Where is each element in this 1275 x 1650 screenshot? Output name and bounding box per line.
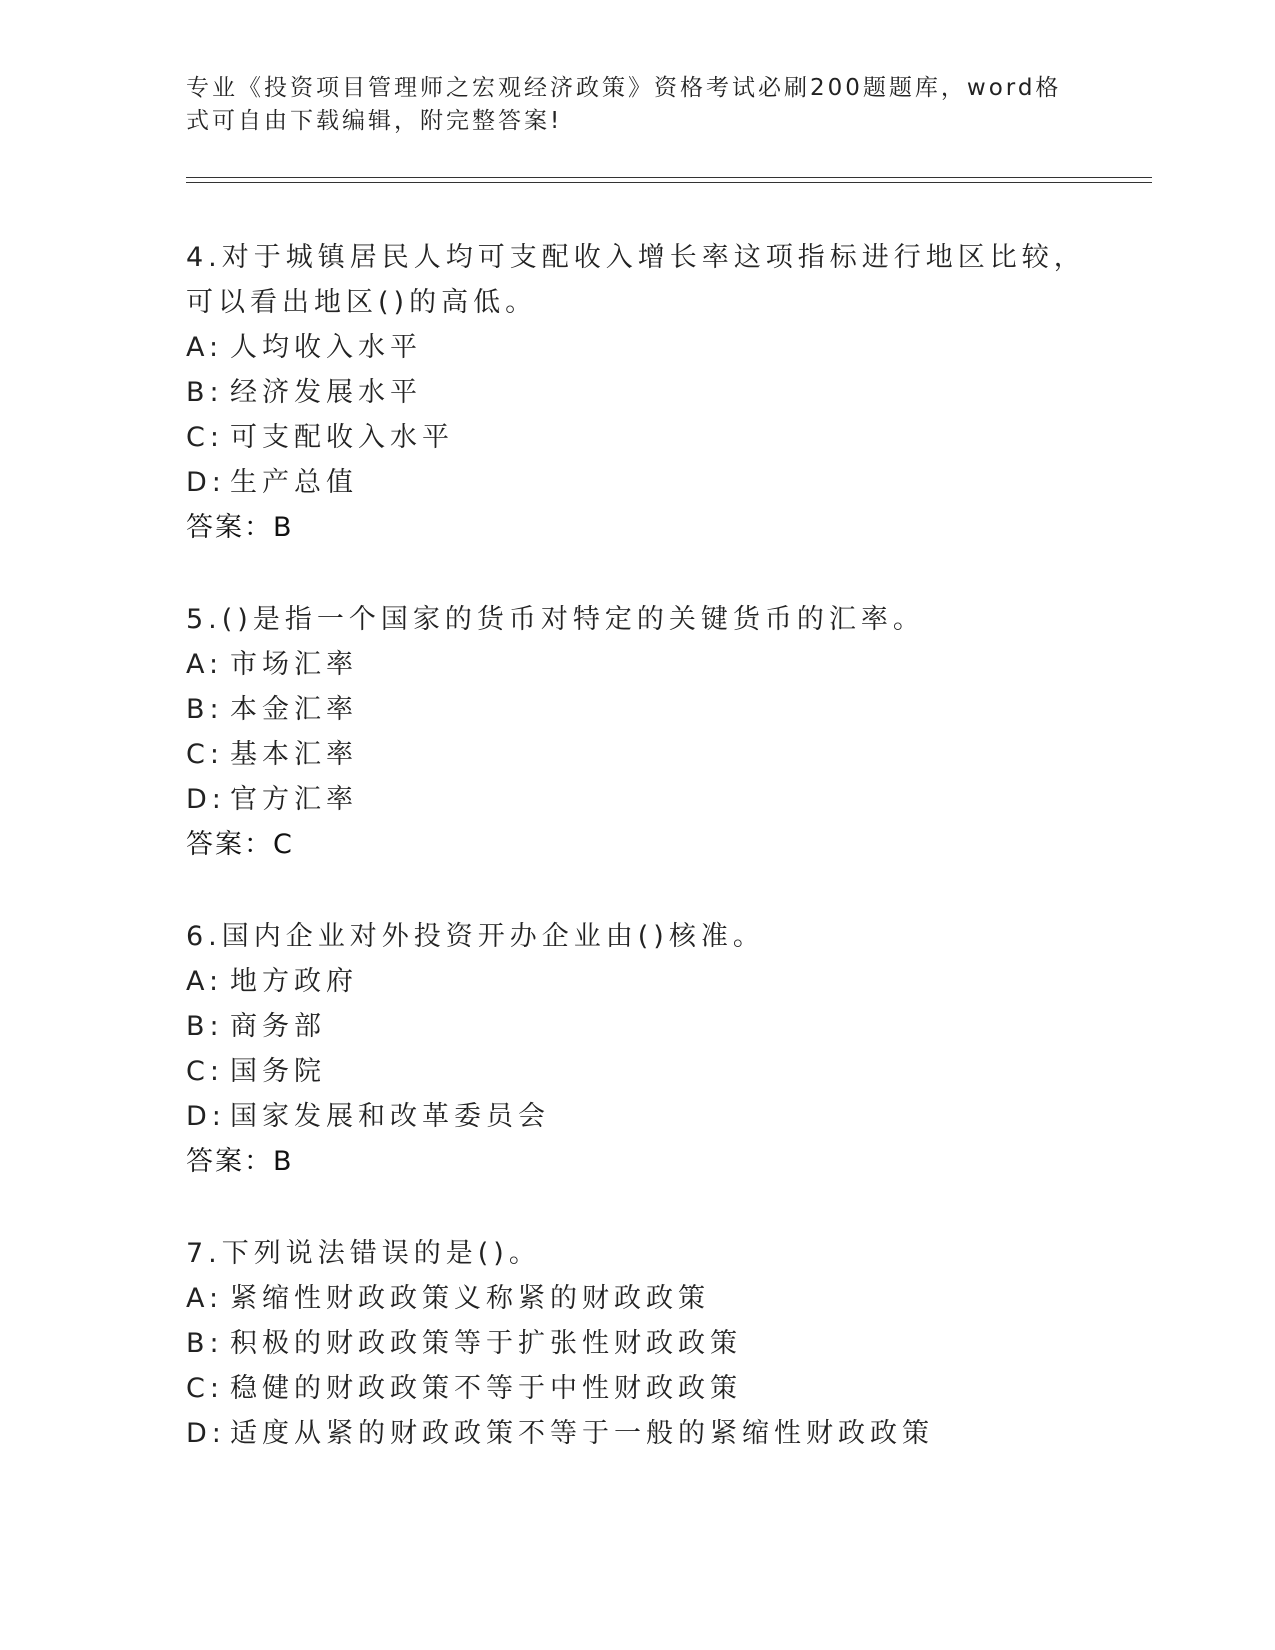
option-key: C: <box>186 1373 224 1404</box>
option-text: 商务部 <box>230 1011 326 1042</box>
option-key: B: <box>186 694 224 725</box>
question-6 <box>186 914 1086 1184</box>
option-b <box>186 1321 1086 1366</box>
option-key: D: <box>186 1418 226 1449</box>
option-b <box>186 1004 1086 1049</box>
option-a <box>186 642 1086 687</box>
answer-label: 答案：B <box>186 1146 294 1177</box>
option-text: 积极的财政政策等于扩张性财政政策 <box>230 1328 742 1359</box>
option-text: 适度从紧的财政政策不等于一般的紧缩性财政政策 <box>230 1418 934 1449</box>
option-a <box>186 1276 1086 1321</box>
option-d <box>186 1411 1086 1456</box>
option-key: D: <box>186 1101 226 1132</box>
option-key: D: <box>186 467 226 498</box>
option-c <box>186 1049 1086 1094</box>
document-header <box>186 72 1066 138</box>
header-divider-bottom <box>186 182 1152 183</box>
option-key: A: <box>186 1283 224 1314</box>
option-key: C: <box>186 739 224 770</box>
option-c <box>186 415 1086 460</box>
option-c <box>186 1366 1086 1411</box>
answer-label: 答案：B <box>186 512 294 543</box>
option-text: 市场汇率 <box>230 649 358 680</box>
option-a <box>186 325 1086 370</box>
question-5 <box>186 597 1086 867</box>
option-b <box>186 687 1086 732</box>
option-d <box>186 1094 1086 1139</box>
option-d <box>186 460 1086 505</box>
option-text: 经济发展水平 <box>230 377 422 408</box>
option-text: 国家发展和改革委员会 <box>230 1101 550 1132</box>
option-b <box>186 370 1086 415</box>
option-text: 本金汇率 <box>230 694 358 725</box>
question-4 <box>186 235 1086 550</box>
option-key: D: <box>186 784 226 815</box>
question-7 <box>186 1231 1086 1456</box>
option-key: A: <box>186 649 224 680</box>
question-text: 7.下列说法错误的是()。 <box>186 1238 541 1269</box>
option-text: 官方汇率 <box>230 784 358 815</box>
question-text: 6.国内企业对外投资开办企业由()核准。 <box>186 921 765 952</box>
option-text: 地方政府 <box>230 966 358 997</box>
question-list <box>186 235 1086 1503</box>
option-text: 国务院 <box>230 1056 326 1087</box>
header-title: 专业《投资项目管理师之宏观经济政策》资格考试必刷200题题库，word格式可自由下载编辑，附完整答案! <box>186 75 1062 134</box>
question-text: 4.对于城镇居民人均可支配收入增长率这项指标进行地区比较，可以看出地区()的高低。 <box>186 242 1086 318</box>
option-key: B: <box>186 1011 224 1042</box>
option-key: C: <box>186 422 224 453</box>
option-text: 基本汇率 <box>230 739 358 770</box>
option-key: B: <box>186 1328 224 1359</box>
option-key: B: <box>186 377 224 408</box>
header-divider-top <box>186 177 1152 178</box>
option-text: 稳健的财政政策不等于中性财政政策 <box>230 1373 742 1404</box>
question-text: 5.()是指一个国家的货币对特定的关键货币的汇率。 <box>186 604 925 635</box>
option-key: C: <box>186 1056 224 1087</box>
option-key: A: <box>186 332 224 363</box>
option-d <box>186 777 1086 822</box>
option-c <box>186 732 1086 777</box>
option-text: 可支配收入水平 <box>230 422 454 453</box>
option-text: 紧缩性财政政策义称紧的财政政策 <box>230 1283 710 1314</box>
answer-label: 答案：C <box>186 829 294 860</box>
option-a <box>186 959 1086 1004</box>
option-text: 生产总值 <box>230 467 358 498</box>
option-key: A: <box>186 966 224 997</box>
option-text: 人均收入水平 <box>230 332 422 363</box>
